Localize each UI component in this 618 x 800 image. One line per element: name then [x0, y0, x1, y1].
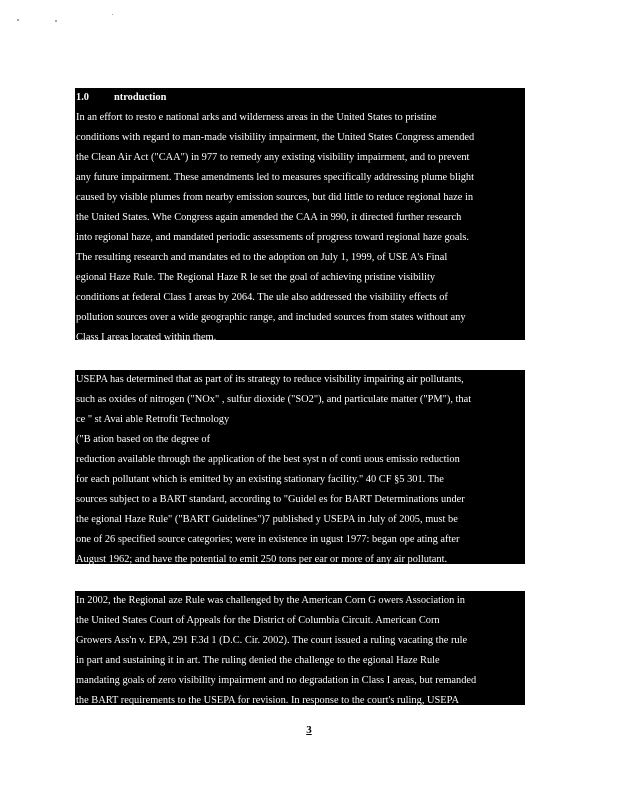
page-number: 3	[306, 724, 312, 736]
paragraph-court-challenge	[75, 591, 525, 705]
text-line: In 2002, the Regional aze Rule was challenged by the American Corn G owers Association in	[76, 595, 465, 606]
text-line: Class I areas located within them.	[76, 332, 217, 340]
text-line: August 1962; and have the potential to emit 250 tons per ear or more of any air pollutant.	[76, 554, 448, 564]
paragraph-introduction	[75, 88, 525, 340]
section-heading	[76, 88, 523, 108]
scan-speck	[55, 20, 57, 22]
text-line: the United States Court of Appeals for the District of Columbia Circuit. American Corn	[76, 615, 440, 626]
text-line: for each pollutant which is emitted by an existing stationary facility." 40 CF §5 301. The	[76, 474, 444, 485]
text-line: the egional Haze Rule" ("BART Guidelines")7 published y USEPA in July of 2005, must be	[76, 514, 458, 525]
text-line: USEPA has determined that as part of its strategy to reduce visibility impairing air pollutants,	[76, 374, 464, 385]
scan-speck	[112, 14, 113, 15]
text-line: Growers Ass'n v. EPA, 291 F.3d 1 (D.C. Cir. 2002). The court issued a ruling vacating the rule	[76, 635, 468, 646]
text-line: pollution sources over a wide geographic range, and included sources from states without any	[76, 312, 466, 323]
text-line: such as oxides of nitrogen ("NOx" , sulfur dioxide ("SO2"), and particulate matter ("PM"), that	[76, 394, 472, 405]
text-line: conditions with regard to man-made visibility impairment, the United States Congress amended	[76, 132, 475, 143]
text-line: mandating goals of zero visibility impairment and no degradation in Class I areas, but remanded	[76, 675, 477, 686]
text-line: any future impairment. These amendments led to measures specifically addressing plume blight	[76, 172, 475, 183]
text-line: the United States. Whe Congress again amended the CAA in 990, it directed further research	[76, 212, 462, 223]
text-line: ("B ation based on the degree of	[76, 434, 211, 445]
text-line: in part and sustaining it in art. The ruling denied the challenge to the egional Haze Rule	[76, 655, 440, 666]
text-line: the BART requirements to the USEPA for revision. In response to the court's ruling, USEPA	[76, 695, 459, 705]
paragraph-bart	[75, 370, 525, 564]
text-line: sources subject to a BART standard, according to "Guidel es for BART Determinations under	[76, 494, 465, 505]
text-line: one of 26 specified source categories; were in existence in ugust 1977: began ope ating after	[76, 534, 460, 545]
text-line: In an effort to resto e national arks and wilderness areas in the United States to pristine	[76, 112, 437, 123]
text-line: ce " st Avai able Retrofit Technology	[76, 414, 230, 425]
text-line: caused by visible plumes from nearby emission sources, but did little to reduce regional haze in	[76, 192, 474, 203]
text-line: the Clean Air Act ("CAA") in 977 to remedy any existing visibility impairment, and to prevent	[76, 152, 470, 163]
section-title: ntroduction	[114, 92, 167, 103]
scan-speck	[17, 19, 19, 21]
text-line: The resulting research and mandates ed to the adoption on July 1, 1999, of USE A's Final	[76, 252, 448, 263]
section-number: 1.0	[76, 92, 89, 103]
text-line: into regional haze, and mandated periodic assessments of progress toward regional haze goals.	[76, 232, 469, 243]
text-line: conditions at federal Class I areas by 2064. The ule also addressed the visibility effects of	[76, 292, 448, 303]
text-line: reduction available through the application of the best syst n of conti uous emissio reduction	[76, 454, 460, 465]
text-line: egional Haze Rule. The Regional Haze R le set the goal of achieving pristine visibility	[76, 272, 436, 283]
